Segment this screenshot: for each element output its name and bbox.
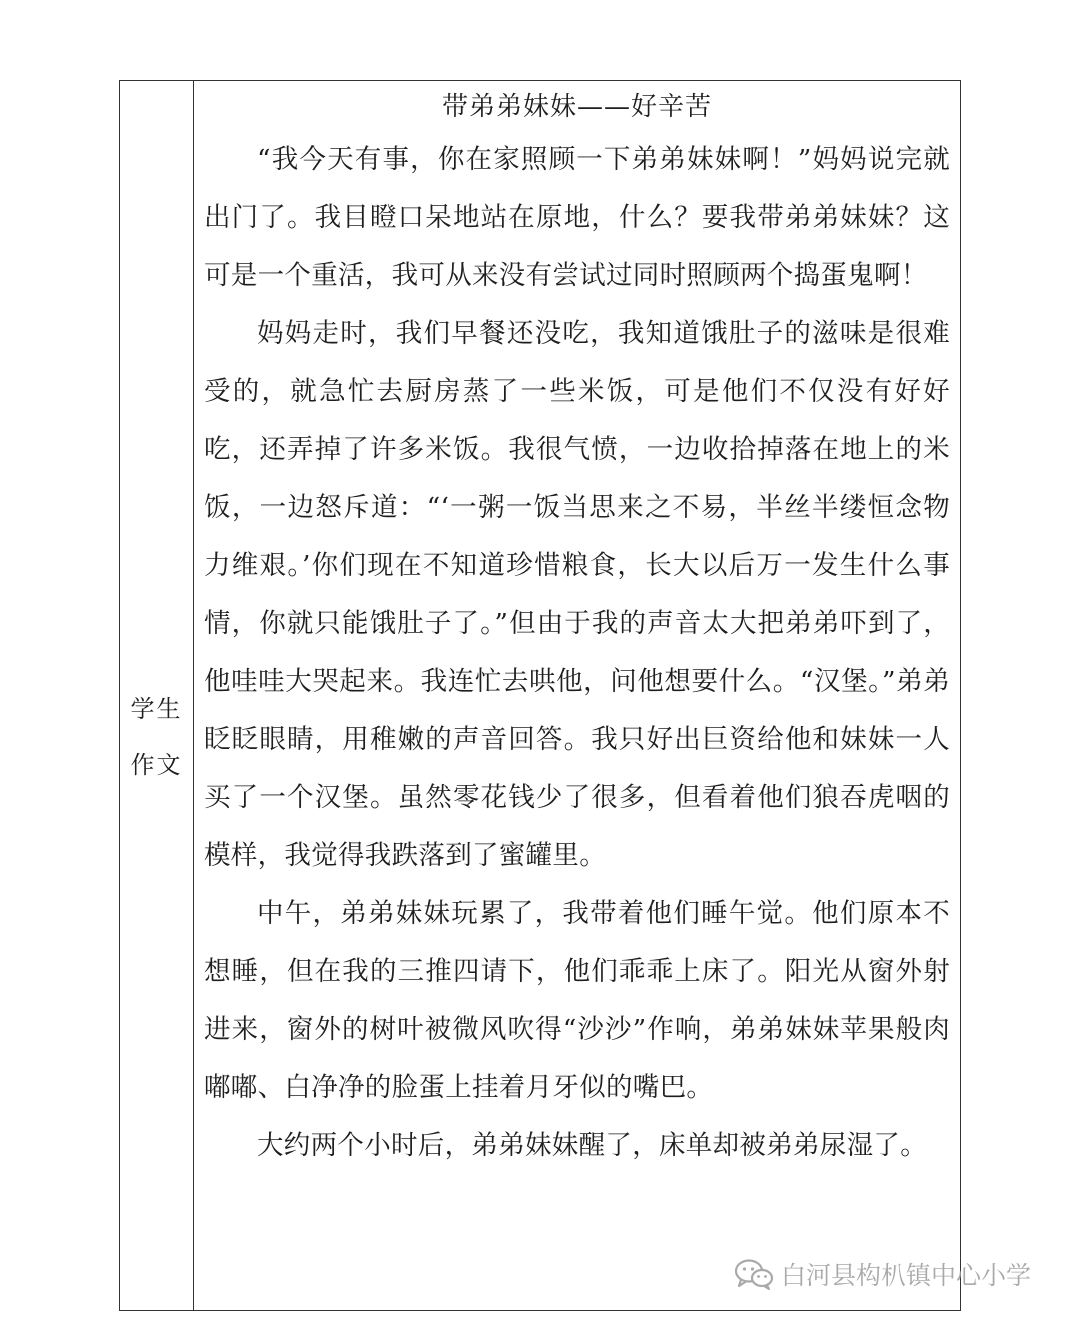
essay-title: 带弟弟妹妹——好辛苦: [441, 92, 712, 122]
watermark: [733, 1256, 1031, 1292]
essay-paragraph-3: 中午，弟弟妹妹玩累了，我带着他们睡午觉。他们原本不想睡，但在我的三推四请下，他们乖乖上床了。阳光从窗外射进来，窗外的树叶被微风吹得“沙沙”作响，弟弟妹妹苹果般肉嘟嘟、白净净的脸蛋上挂着月牙似的嘴巴。: [204, 898, 950, 1103]
label-cell: [120, 81, 194, 1310]
wechat-icon: [733, 1257, 775, 1291]
essay-paragraph-1: “我今天有事，你在家照顾一下弟弟妹妹啊！”妈妈说完就出门了。我目瞪口呆地站在原地，什么？要我带弟弟妹妹？这可是一个重活，我可从来没有尝试过同时照顾两个捣蛋鬼啊！: [204, 144, 950, 291]
essay-paragraph-2: 妈妈走时，我们早餐还没吃，我知道饿肚子的滋味是很难受的，就急忙去厨房蒸了一些米饭，可是他们不仅没有好好吃，还弄掉了许多米饭。我很气愤，一边收拾掉落在地上的米饭，一边怒斥道：“‘一粥一饭当思来之不易，半丝半缕恒念物力维艰。’你们现在不知道珍惜粮食，长大以后万一发生什么事情，你就只能饿肚子了。”但由于我的声音太大把弟弟吓到了，他哇哇大哭起来。我连忙去哄他，问他想要什么。“汉堡。”弟弟眨眨眼睛，用稚嫩的声音回答。我只好出巨资给他和妹妹一人买了一个汉堡。虽然零花钱少了很多，但看着他们狼吞虎咽的模样，我觉得我跌落到了蜜罐里。: [204, 318, 950, 871]
essay-cell: [194, 81, 960, 1310]
row-label-line1: 学生: [130, 695, 183, 723]
essay-table: [119, 80, 961, 1311]
row-label: [120, 681, 193, 793]
essay-paragraph-4: 大约两个小时后，弟弟妹妹醒了，床单却被弟弟尿湿了。: [257, 1130, 927, 1161]
watermark-text: 白河县构朳镇中心小学: [781, 1261, 1032, 1290]
row-label-line2: 作文: [130, 751, 183, 779]
